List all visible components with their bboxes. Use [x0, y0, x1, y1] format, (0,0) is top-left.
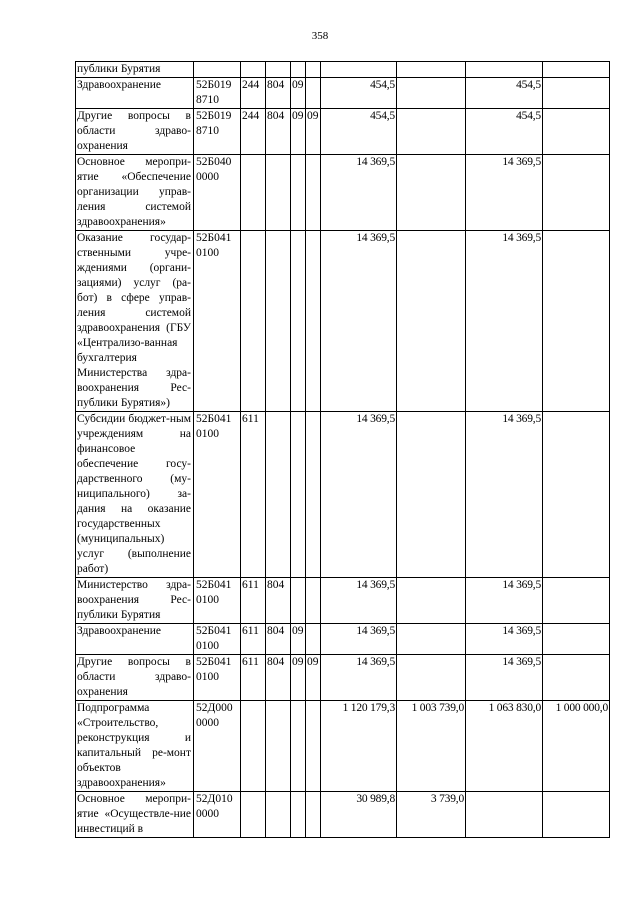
row-value-3: 454,5 [466, 109, 543, 155]
row-value-3 [466, 792, 543, 838]
row-pr [306, 578, 321, 624]
row-vr: 611 [241, 412, 266, 578]
row-value-2: 1 003 739,0 [397, 701, 466, 792]
row-vr [241, 155, 266, 231]
table-row [76, 78, 610, 109]
row-value-2 [397, 155, 466, 231]
row-value-2 [397, 412, 466, 578]
row-name: Министерство здра-воохранения Рес-публики Бурятия [76, 578, 194, 624]
row-value-4 [543, 412, 610, 578]
row-value-3: 1 063 830,0 [466, 701, 543, 792]
row-grbs: 804 [266, 578, 291, 624]
table-row [76, 231, 610, 412]
row-value-1: 14 369,5 [321, 155, 397, 231]
row-pr [306, 78, 321, 109]
row-name: Здравоохранение [76, 78, 194, 109]
row-grbs: 804 [266, 624, 291, 655]
row-value-1: 14 369,5 [321, 578, 397, 624]
row-grbs [266, 231, 291, 412]
table-row [76, 109, 610, 155]
row-grbs: 804 [266, 109, 291, 155]
row-rz [291, 62, 306, 78]
table-row [76, 155, 610, 231]
row-code: 52Б041 0100 [194, 231, 241, 412]
row-value-3: 14 369,5 [466, 412, 543, 578]
table-row [76, 578, 610, 624]
row-vr [241, 701, 266, 792]
row-pr: 09 [306, 655, 321, 701]
row-value-4 [543, 78, 610, 109]
row-value-4 [543, 155, 610, 231]
row-name: Субсидии бюджет-ным учреждениям на финансовое обеспечение госу-дарственного (му-ниципального) за-дания на оказание государственных (муниципальных) услуг (выполнение работ) [76, 412, 194, 578]
table-row [76, 624, 610, 655]
row-grbs [266, 701, 291, 792]
row-grbs [266, 62, 291, 78]
row-value-1: 454,5 [321, 78, 397, 109]
row-value-1: 1 120 179,3 [321, 701, 397, 792]
row-rz: 09 [291, 624, 306, 655]
budget-table [75, 61, 610, 838]
row-value-2 [397, 578, 466, 624]
row-value-3: 14 369,5 [466, 624, 543, 655]
row-vr: 244 [241, 78, 266, 109]
row-value-1: 14 369,5 [321, 231, 397, 412]
row-pr [306, 412, 321, 578]
row-pr: 09 [306, 109, 321, 155]
row-name: Другие вопросы в области здраво-охранения [76, 655, 194, 701]
row-value-1 [321, 62, 397, 78]
row-code: 52Б019 8710 [194, 109, 241, 155]
row-value-2 [397, 78, 466, 109]
row-vr: 611 [241, 655, 266, 701]
row-vr [241, 231, 266, 412]
table-row [76, 412, 610, 578]
row-value-2 [397, 655, 466, 701]
row-code: 52Д000 0000 [194, 701, 241, 792]
row-name: Основное меропри-ятие «Осуществле-ние инвестиций в [76, 792, 194, 838]
row-vr [241, 792, 266, 838]
row-rz [291, 578, 306, 624]
row-rz: 09 [291, 78, 306, 109]
row-vr [241, 62, 266, 78]
row-name: Оказание государ-ственными учре-ждениями (органи-зациями) услуг (ра-бот) в сфере управ-ления системой здравоохранения (ГБУ «Централизо-ванная бухгалтерия Министерства здра-воохранения Рес-публики Бурятия») [76, 231, 194, 412]
row-value-1: 14 369,5 [321, 624, 397, 655]
row-value-3: 14 369,5 [466, 655, 543, 701]
row-rz [291, 231, 306, 412]
row-code: 52Б041 0100 [194, 412, 241, 578]
row-code: 52Д010 0000 [194, 792, 241, 838]
row-vr: 611 [241, 578, 266, 624]
table-row [76, 655, 610, 701]
row-name: Подпрограмма «Строительство, реконструкция и капитальный ре-монт объектов здравоохранения» [76, 701, 194, 792]
row-name: Здравоохранение [76, 624, 194, 655]
row-vr: 611 [241, 624, 266, 655]
table-row [76, 701, 610, 792]
row-grbs: 804 [266, 655, 291, 701]
row-value-3: 14 369,5 [466, 231, 543, 412]
row-value-1: 14 369,5 [321, 655, 397, 701]
row-value-3: 454,5 [466, 78, 543, 109]
row-value-4 [543, 231, 610, 412]
row-rz: 09 [291, 655, 306, 701]
row-pr [306, 62, 321, 78]
row-name: Основное меропри-ятие «Обеспечение организации управ-ления системой здравоохранения» [76, 155, 194, 231]
row-grbs: 804 [266, 78, 291, 109]
row-vr: 244 [241, 109, 266, 155]
row-rz [291, 155, 306, 231]
row-value-4 [543, 578, 610, 624]
row-pr [306, 701, 321, 792]
row-value-4: 1 000 000,0 [543, 701, 610, 792]
page-number: 358 [311, 30, 329, 42]
row-code: 52Б041 0100 [194, 624, 241, 655]
table-row [76, 62, 610, 78]
row-name: публики Бурятия [76, 62, 194, 78]
row-code [194, 62, 241, 78]
row-value-2 [397, 109, 466, 155]
row-value-4 [543, 109, 610, 155]
row-rz [291, 792, 306, 838]
row-rz [291, 412, 306, 578]
row-grbs [266, 412, 291, 578]
row-code: 52Б040 0000 [194, 155, 241, 231]
row-name: Другие вопросы в области здраво-охранения [76, 109, 194, 155]
row-value-4 [543, 62, 610, 78]
row-value-2: 3 739,0 [397, 792, 466, 838]
row-value-3 [466, 62, 543, 78]
row-value-4 [543, 655, 610, 701]
row-value-4 [543, 792, 610, 838]
row-rz [291, 701, 306, 792]
row-pr [306, 155, 321, 231]
row-code: 52Б041 0100 [194, 655, 241, 701]
row-value-1: 454,5 [321, 109, 397, 155]
row-code: 52Б041 0100 [194, 578, 241, 624]
row-grbs [266, 155, 291, 231]
row-pr [306, 792, 321, 838]
row-pr [306, 231, 321, 412]
row-grbs [266, 792, 291, 838]
row-rz: 09 [291, 109, 306, 155]
row-value-1: 14 369,5 [321, 412, 397, 578]
row-value-3: 14 369,5 [466, 578, 543, 624]
table-row [76, 792, 610, 838]
row-value-2 [397, 62, 466, 78]
row-value-3: 14 369,5 [466, 155, 543, 231]
row-value-2 [397, 624, 466, 655]
row-value-4 [543, 624, 610, 655]
row-code: 52Б019 8710 [194, 78, 241, 109]
row-value-1: 30 989,8 [321, 792, 397, 838]
row-pr [306, 624, 321, 655]
row-value-2 [397, 231, 466, 412]
